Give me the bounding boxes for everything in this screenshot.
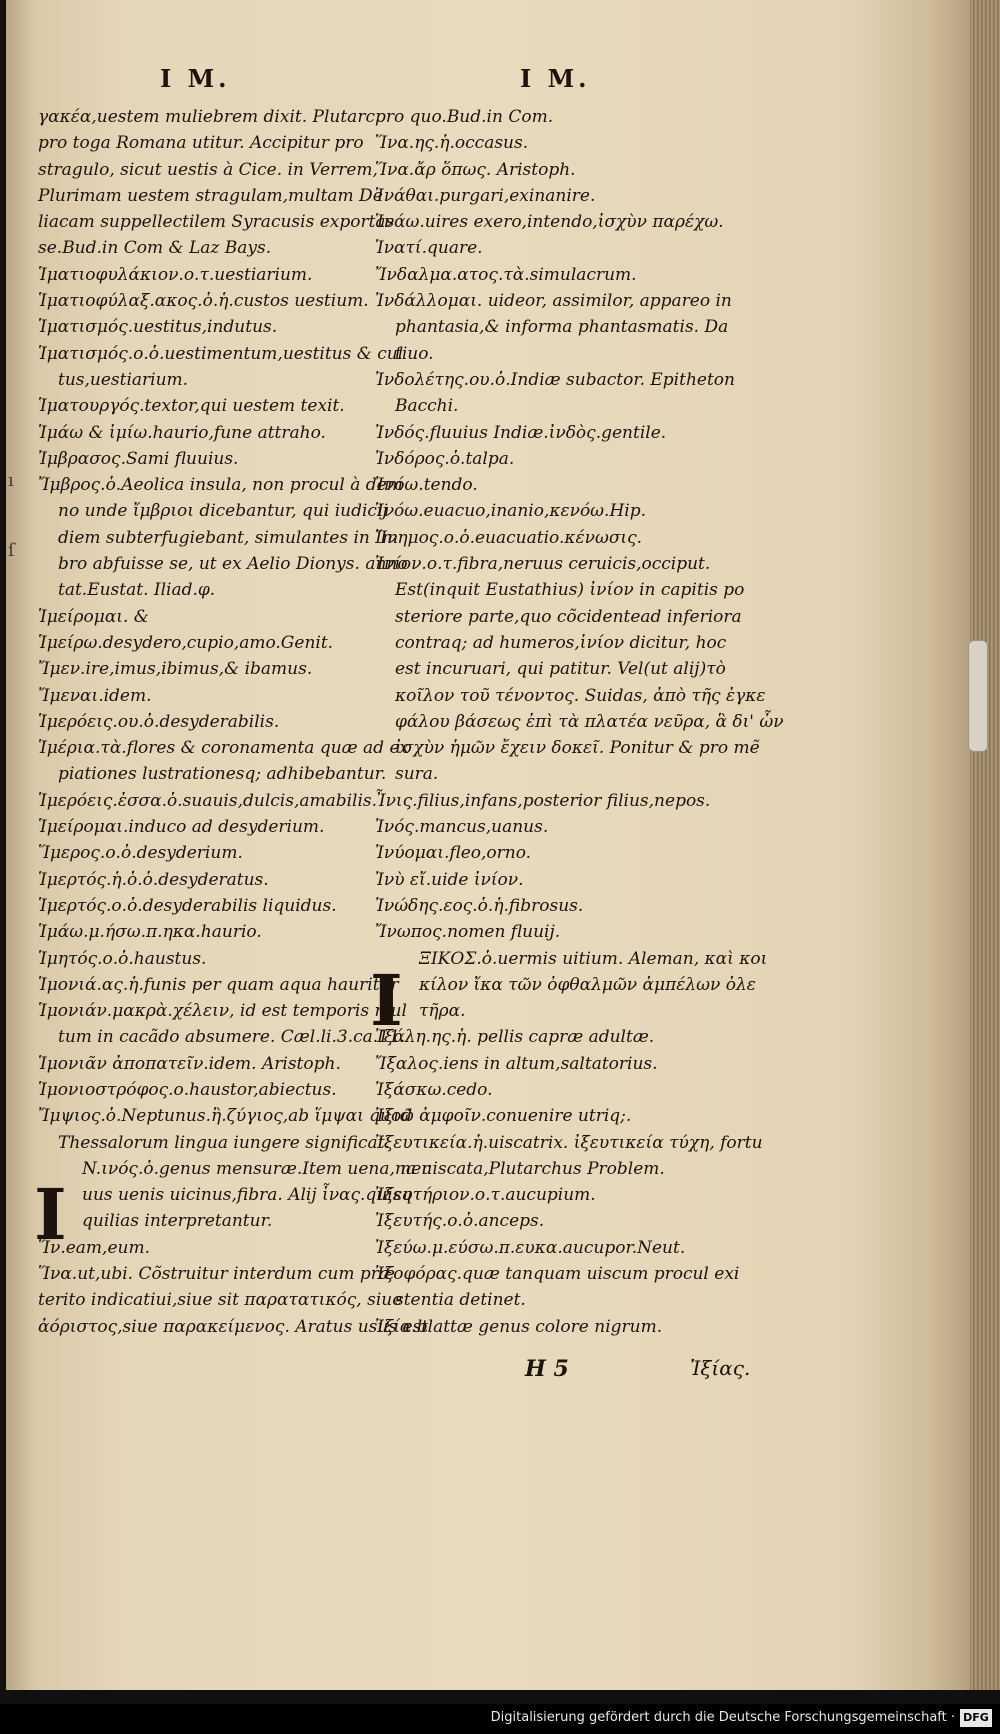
entry-line: Ἰξία.blattæ genus colore nigrum. bbox=[375, 1316, 663, 1337]
entry-line: Ἰξευτήριον.ο.τ.aucupium. bbox=[375, 1185, 596, 1206]
margin-mark: ı bbox=[8, 470, 14, 491]
entry-line: Ἱμονιᾶν ἀποπατεῖν.idem. Aristoph. bbox=[38, 1053, 341, 1074]
entry-line: Ἱμάω & ἱμίω.haurio,fune attraho. bbox=[38, 422, 326, 443]
entry-line: N.ινός.ὁ.genus mensuræ.Item uena, ner bbox=[82, 1158, 430, 1179]
entry-line: κοῖλον τοῦ τένοντος. Suidas, ἀπὸ τῆς ἐγκε bbox=[395, 685, 766, 706]
entry-line: Ἴμεναι.idem. bbox=[38, 685, 152, 706]
entry-line: Thessalorum lingua iungere significat. bbox=[58, 1132, 390, 1153]
entry-line: no unde ἴμβριοι dicebantur, qui iudicij bbox=[58, 501, 388, 522]
catchword: Ἰξίας. bbox=[690, 1356, 751, 1380]
entry-line: Ἱμείρω.desydero,cupio,amo.Genit. bbox=[38, 632, 334, 653]
entry-line: tiuo. bbox=[395, 343, 434, 364]
entry-line: Ἴνωπος.nomen fluuij. bbox=[375, 922, 561, 943]
entry-line: φάλου βάσεως ἐπὶ τὰ πλατέα νεῦρα, ἃ δι' ὧν bbox=[395, 711, 784, 732]
entry-line: Ἰξευτής.ο.ὁ.anceps. bbox=[375, 1211, 545, 1232]
entry-line: piationes lustrationesq; adhibebantur. bbox=[58, 764, 387, 785]
entry-line: Ἴνδαλμα.ατος.τὰ.simulacrum. bbox=[375, 264, 637, 285]
entry-line: Ἰξάλη.ης.ἡ. pellis capræ adultæ. bbox=[375, 1027, 655, 1048]
entry-line: Ἰνδόρος.ὁ.talpa. bbox=[375, 448, 515, 469]
entry-line: Ἱνάθαι.purgari,exinanire. bbox=[375, 185, 596, 206]
entry-line: bro abfuisse se, ut ex Aelio Dionys. anno bbox=[58, 554, 408, 575]
entry-line: Ἴμεν.ire,imus,ibimus,& ibamus. bbox=[38, 659, 313, 680]
entry-line: ΞΙΚΟΣ.ὁ.uermis uitium. Aleman, καὶ κοι bbox=[419, 948, 768, 969]
entry-line: Ἱματιοφυλάκιον.ο.τ.uestiarium. bbox=[38, 264, 313, 285]
entry-line: Ἴξαλος.iens in altum,saltatorius. bbox=[375, 1053, 658, 1074]
drop-cap-right: I bbox=[370, 959, 403, 1042]
entry-line: Ἰνδός.fluuius Indiæ.ἰνδὸς.gentile. bbox=[375, 422, 667, 443]
entry-line: phantasia,& informa phantasmatis. Da bbox=[395, 317, 729, 338]
entry-line: Ἱματιοφύλαξ.ακος.ὁ.ἡ.custos uestium. bbox=[38, 291, 369, 312]
entry-line: stentia detinet. bbox=[395, 1290, 526, 1311]
entry-line: Ἱμείρομαι.induco ad desyderium. bbox=[38, 817, 325, 838]
credit-text: Digitalisierung gefördert durch die Deutsche Forschungsgemeinschaft · bbox=[490, 1710, 955, 1725]
entry-line: γακέα,uestem muliebrem dixit. Plutarc. bbox=[38, 107, 381, 127]
entry-line: est incuruari, qui patitur. Vel(ut alij)τὸ bbox=[395, 659, 726, 680]
margin-mark: ſ bbox=[8, 540, 15, 561]
drop-cap-left: I bbox=[34, 1173, 67, 1256]
entry-line: Ἱμερόεις.ου.ὁ.desyderabilis. bbox=[38, 711, 280, 732]
entry-line: Ἱνατί.quare. bbox=[375, 238, 483, 259]
entry-line: Ἰμβρασος.Sami fluuius. bbox=[38, 448, 239, 469]
entry-line: terito indicatiui,siue sit παρατατικός, siue bbox=[38, 1290, 403, 1311]
entry-line: Ἱμερόεις.ἐσσα.ὁ.suauis,dulcis,amabilis. bbox=[38, 790, 378, 811]
entry-line: Ἰνὺ εἴ.uide ἰνίον. bbox=[375, 869, 524, 890]
entry-line: steriore parte,quo cõcidentead inferiora bbox=[395, 606, 742, 627]
entry-line: tum in cacãdo absumere. Cæl.li.3.ca.11. bbox=[58, 1027, 406, 1048]
entry-line: Ἱμέρια.τὰ.flores & coronamenta quæ ad ex bbox=[38, 738, 410, 759]
entry-line: liacam suppellectilem Syracusis exportas bbox=[38, 212, 395, 233]
entry-line: Ἱμάω.μ.ήσω.π.ηκα.haurio. bbox=[38, 922, 262, 943]
entry-line: Ἰνόω.tendo. bbox=[375, 475, 478, 496]
running-header-left: I M. bbox=[160, 64, 231, 93]
entry-line: Ἵμερος.ο.ὁ.desyderium. bbox=[38, 843, 243, 864]
entry-line: pro quo.Bud.in Com. bbox=[375, 107, 554, 127]
entry-line: Bacchi. bbox=[395, 396, 459, 417]
signature-mark: H 5 bbox=[525, 1356, 569, 1382]
entry-line: Ἰνδολέτης.ου.ὁ.Indiæ subactor. Epitheton bbox=[375, 369, 735, 390]
entry-line: Ἰνδάλλομαι. uideor, assimilor, appareo in bbox=[375, 291, 732, 312]
entry-line: Ἱμονιά.ας.ἡ.funis per quam aqua hauritur bbox=[38, 974, 399, 995]
entry-line: ἀόριστος,siue παρακείμενος. Aratus usus est bbox=[38, 1316, 429, 1337]
entry-line: Ἵνημος.ο.ὁ.euacuatio.κένωσις. bbox=[375, 527, 643, 548]
entry-line: ἰσχὺν ἡμῶν ἔχειν δοκεῖ. Ponitur & pro mẽ bbox=[395, 738, 760, 759]
entry-line: Ἰνίον.ο.τ.fibra,neruus ceruicis,occiput. bbox=[375, 554, 711, 575]
entry-line: Plurimam uestem stragulam,multam De bbox=[38, 185, 383, 206]
entry-line: Ἱματισμός.ο.ὁ.uestimentum,uestitus & cul bbox=[38, 343, 404, 364]
entry-line: sura. bbox=[395, 764, 439, 785]
entry-line: Ἵν.eam,eum. bbox=[38, 1237, 150, 1258]
entry-line: τῆρα. bbox=[419, 1001, 466, 1022]
entry-line: tus,uestiarium. bbox=[58, 369, 189, 390]
entry-line: Ἰνώδης.εος.ὁ.ἡ.fibrosus. bbox=[375, 895, 584, 916]
entry-line: Ἱματουργός.textor,qui uestem texit. bbox=[38, 396, 345, 417]
entry-line: Ἰνός.mancus,uanus. bbox=[375, 817, 549, 838]
entry-line: Ἵνα.ης.ἡ.occasus. bbox=[375, 133, 529, 154]
entry-line: Ἱνάω.uires exero,intendo,ἰσχὺν παρέχω. bbox=[375, 212, 724, 233]
entry-line: Ἱμερτός.ο.ὁ.desyderabilis liquidus. bbox=[38, 895, 337, 916]
entry-line: quilias interpretantur. bbox=[82, 1211, 273, 1232]
entry-line: Ἴμψιος.ὁ.Neptunus.ἢ.ζύγιος,ab ἵμψαι quod bbox=[38, 1106, 413, 1127]
entry-line: na uiscata,Plutarchus Problem. bbox=[395, 1158, 665, 1179]
entry-line: Ἱμητός.ο.ὁ.haustus. bbox=[38, 948, 207, 969]
entry-line: Ἱματισμός.uestitus,indutus. bbox=[38, 317, 278, 338]
dfg-logo: DFG bbox=[960, 1709, 992, 1727]
entry-line: Ἰξευτικεία.ἡ.uiscatrix. ἰξευτικεία τύχη, fortu bbox=[375, 1132, 763, 1153]
entry-line: Ἴμβρος.ὁ.Aeolica insula, non procul à dem bbox=[38, 475, 403, 496]
running-header-right: I M. bbox=[520, 64, 591, 93]
entry-line: tat.Eustat. Iliad.φ. bbox=[58, 580, 216, 601]
entry-line: Ἱμερτός.ἡ.ὁ.ὁ.desyderatus. bbox=[38, 869, 269, 890]
entry-line: uus uenis uicinus,fibra. Alij ἶνας.quisq bbox=[82, 1185, 413, 1206]
entry-line: Est(inquit Eustathius) ἰνίον in capitis po bbox=[395, 580, 745, 601]
entry-line: stragulo, sicut uestis à Cice. in Verrem, bbox=[38, 159, 378, 180]
credit-bar bbox=[0, 1704, 1000, 1734]
entry-line: Ἰξιῶ ἀμφοῖν.conuenire utriq;. bbox=[375, 1106, 632, 1127]
entry-line: Ἱμονιάν.μακρὰ.χέλειν, id est temporis mul bbox=[38, 1001, 407, 1022]
entry-line: contraq; ad humeros,ἰνίον dicitur, hoc bbox=[395, 632, 727, 653]
entry-line: Ἰξοφόρας.quæ tanquam uiscum procul exi bbox=[375, 1264, 740, 1285]
entry-line: Ἱνόω.euacuo,inanio,κενόω.Hip. bbox=[375, 501, 646, 522]
entry-line: se.Bud.in Com & Laz Bays. bbox=[38, 238, 272, 259]
entry-line: Ἰξάσκω.cedo. bbox=[375, 1079, 493, 1100]
entry-line: Ἵνα.ut,ubi. Cõstruitur interdum cum præ bbox=[38, 1264, 395, 1285]
entry-line: pro toga Romana utitur. Accipitur pro bbox=[38, 133, 364, 154]
entry-line: Ἰνύομαι.fleo,orno. bbox=[375, 843, 532, 864]
entry-line: Ἰξεύω.μ.εύσω.π.ευκα.aucupor.Neut. bbox=[375, 1237, 686, 1258]
right-column bbox=[375, 104, 784, 1340]
entry-line: Ἱμονιοστρόφος.ο.haustor,abiectus. bbox=[38, 1079, 337, 1100]
entry-line: κίλον ἴκα τῶν ὀφθαλμῶν ἀμπέλων ὀλε bbox=[419, 974, 756, 995]
entry-line: Ἶνις.filius,infans,posterior filius,nepos. bbox=[375, 790, 711, 811]
page-clip bbox=[968, 640, 988, 752]
entry-line: diem subterfugiebant, simulantes in Im bbox=[58, 527, 399, 548]
entry-line: Ἱμείρομαι. & bbox=[38, 606, 149, 627]
page-fore-edge bbox=[970, 0, 1000, 1690]
entry-line: Ἵνα.ἄρ ὅπως. Aristoph. bbox=[375, 159, 576, 180]
